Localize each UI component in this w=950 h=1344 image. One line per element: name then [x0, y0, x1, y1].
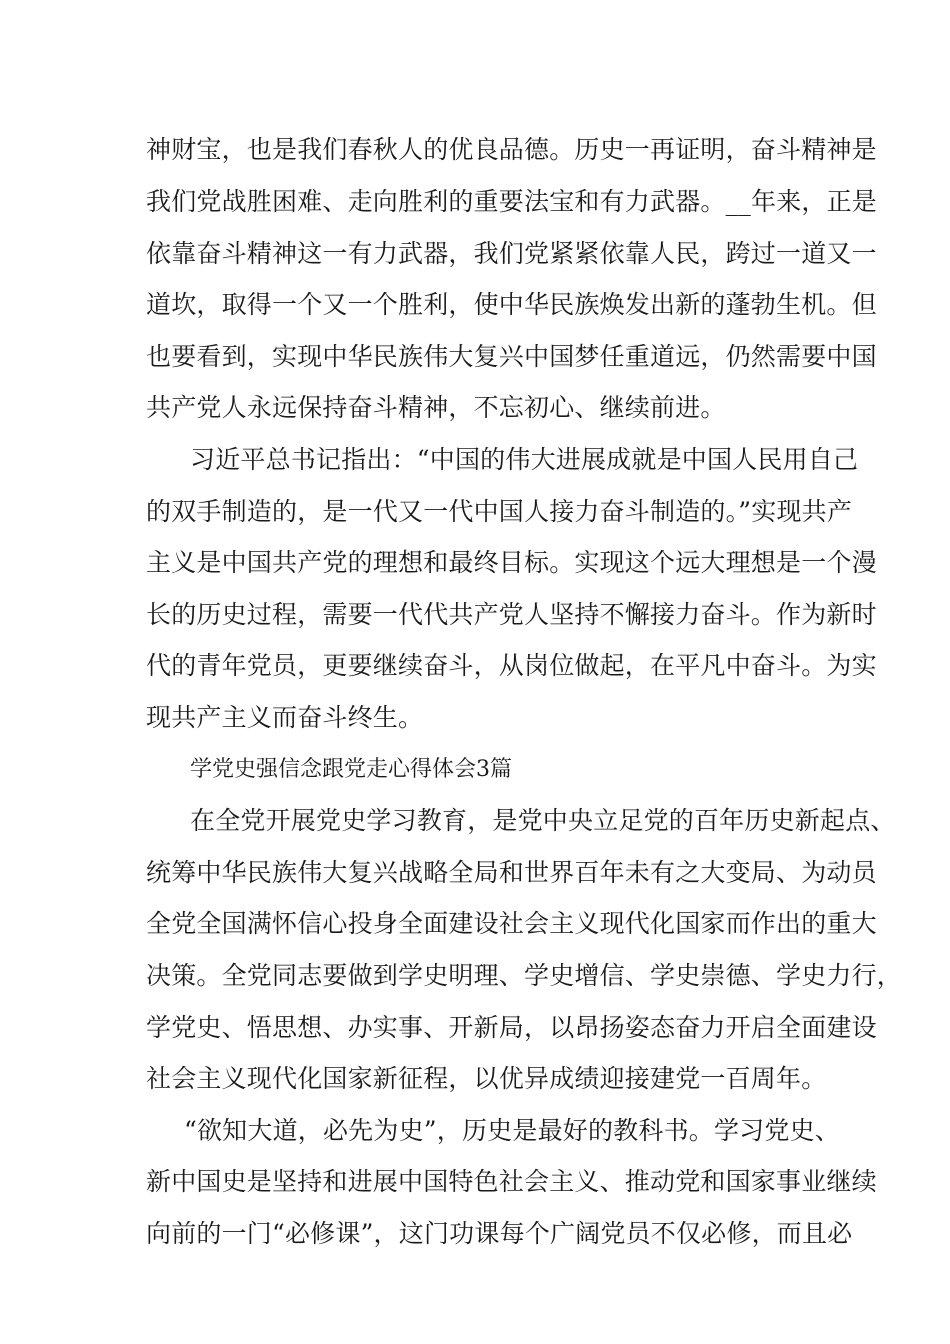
text-line: 也要看到，实现中华民族伟大复兴中国梦任重道远，仍然需要中国 [146, 342, 877, 371]
paragraph-start-line: “欲知大道，必先为史”，历史是最好的教科书。学习党史、 [184, 1116, 840, 1145]
text-line: 统筹中华民族伟大复兴战略全局和世界百年未有之大变局、为动员 [146, 858, 877, 887]
text-line: 代的青年党员，更要继续奋斗，从岗位做起，在平凡中奋斗。为实 [146, 651, 877, 680]
paragraph-start-line: 习近平总书记指出：“中国的伟大进展成就是中国人民用自己 [190, 445, 859, 474]
text-line: 决策。全党同志要做到学史明理、学史增信、学史崇德、学史力行， [146, 961, 903, 990]
text-line: 依靠奋斗精神这一有力武器，我们党紧紧依靠人民，跨过一道又一 [146, 239, 877, 268]
text-line: 社会主义现代化国家新征程，以优异成绩迎接建党一百周年。 [146, 1064, 827, 1093]
text-line: 神财宝，也是我们春秋人的优良品德。历史一再证明，奋斗精神是 [146, 135, 877, 164]
section-heading: 学党史强信念跟党走心得体会3篇 [190, 757, 512, 782]
text-line: 学党史、悟思想、办实事、开新局，以昂扬姿态奋力开启全面建设 [146, 1013, 877, 1042]
paragraph-start-line: 在全党开展党史学习教育，是党中央立足党的百年历史新起点、 [190, 806, 896, 835]
text-line: 向前的一门“必修课”，这门功课每个广阔党员不仅必修，而且必 [146, 1219, 853, 1248]
text-line: 共产党人永远保持奋斗精神，不忘初心、继续前进。 [146, 393, 726, 422]
text-line: 道坎，取得一个又一个胜利，使中华民族焕发出新的蓬勃生机。但 [146, 290, 877, 319]
text-line: 主义是中国共产党的理想和最终目标。实现这个远大理想是一个漫 [146, 548, 877, 577]
text-line: 的双手制造的，是一代又一代中国人接力奋斗制造的。”实现共产 [146, 497, 853, 526]
text-line: 我们党战胜困难、走向胜利的重要法宝和有力武器。__年来，正是 [146, 187, 878, 216]
text-line: 长的历史过程，需要一代代共产党人坚持不懈接力奋斗。作为新时 [146, 600, 877, 629]
text-line: 现共产主义而奋斗终生。 [146, 703, 424, 732]
text-line: 新中国史是坚持和进展中国特色社会主义、推动党和国家事业继续 [146, 1167, 877, 1196]
text-line: 全党全国满怀信心投身全面建设社会主义现代化国家而作出的重大 [146, 909, 877, 938]
